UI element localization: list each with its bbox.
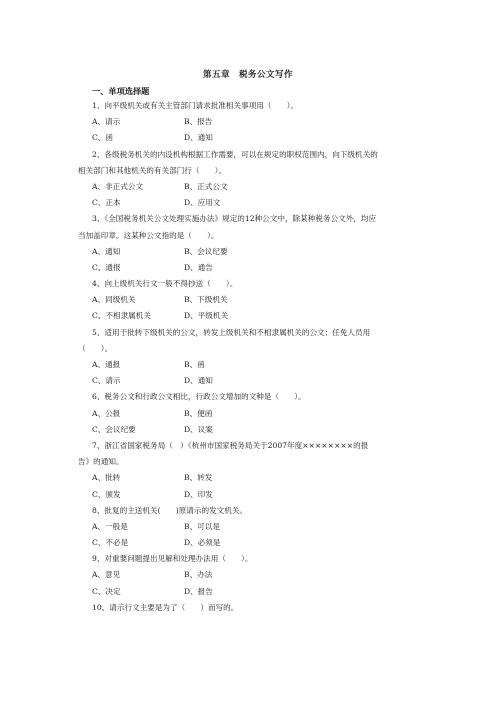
answer-option: D、必须是 <box>184 538 221 548</box>
answer-option: D、报告 <box>184 586 213 596</box>
question-item <box>78 600 418 616</box>
answer-option: C、决定 <box>92 586 121 596</box>
question-text-continued: 相关部门和其他机关的有关部门行（ ）。 <box>78 165 227 175</box>
option-row <box>78 179 418 195</box>
answer-option: D、平级机关 <box>184 311 229 321</box>
question-item <box>78 503 418 552</box>
question-text: 4、向上级机关行文一般不得抄送（ ）。 <box>92 279 238 289</box>
answer-option: D、通知 <box>184 376 213 386</box>
answer-option: B、会议纪要 <box>184 246 228 256</box>
option-row <box>78 292 418 308</box>
answer-option: D、应用文 <box>184 198 221 208</box>
answer-option: A、同级机关 <box>92 295 136 305</box>
answer-option: B、下级机关 <box>184 295 228 305</box>
question-text: 5、适用于批转下级机关的公文，转发上级机关和不相隶属机关的公文；任免人员用 <box>92 327 371 337</box>
option-row <box>78 373 418 389</box>
question-item <box>78 325 418 390</box>
answer-option: D、印发 <box>184 489 213 499</box>
question-item <box>78 211 418 276</box>
answer-option: B、报告 <box>184 117 213 127</box>
answer-option: A、意见 <box>92 570 121 580</box>
question-item <box>78 551 418 600</box>
question-text: 9、对重要问题提出见解和处理办法用（ ）。 <box>92 554 253 564</box>
answer-option: D、议案 <box>184 424 213 434</box>
question-text-continued: （ ）。 <box>78 343 113 353</box>
answer-option: B、函 <box>184 360 205 369</box>
option-row <box>78 308 418 324</box>
question-text: 7、浙江省国家税务局（ ）《杭州市国家税务局关于2007年度××××××××的报 <box>92 440 369 450</box>
question-item <box>78 389 418 438</box>
question-text: 2、各级税务机关的内设机构根据工作需要，可以在规定的职权范围内，向下级机关的 <box>92 149 378 159</box>
answer-option: C、正本 <box>92 198 121 208</box>
question-list <box>78 98 418 616</box>
option-row <box>78 567 418 583</box>
answer-option: B、办法 <box>184 570 213 580</box>
question-text-continued: 当加盖印章。这某种公文指的是（ ）。 <box>78 230 219 240</box>
chapter-title: 第五章 税务公文写作 <box>202 70 293 80</box>
answer-option: A、公报 <box>92 408 121 418</box>
answer-option: C、会议纪要 <box>92 424 136 434</box>
answer-option: D、通告 <box>184 262 213 272</box>
section-heading: 一、单项选择题 <box>92 86 150 96</box>
answer-option: A、一般是 <box>92 521 128 531</box>
answer-option: A、请示 <box>92 117 121 127</box>
answer-option: A、通报 <box>92 360 121 369</box>
question-text: 1、向平级机关或有关主管部门请求批准相关事项用（ ）。 <box>92 101 299 110</box>
answer-option: C、不必是 <box>92 538 129 548</box>
answer-option: A、批转 <box>92 473 121 483</box>
question-item <box>78 438 418 503</box>
question-item <box>78 147 418 212</box>
answer-option: D、通知 <box>184 133 213 143</box>
question-text: 8、批复的主送机关( )原请示的发文机关。 <box>92 505 248 515</box>
answer-option: B、可以是 <box>184 521 220 531</box>
answer-option: C、不相隶属机关 <box>92 311 151 321</box>
answer-option: B、便函 <box>184 408 213 418</box>
answer-option: C、请示 <box>92 376 121 386</box>
option-row <box>78 244 418 260</box>
option-row <box>78 535 418 551</box>
option-row <box>78 357 418 373</box>
question-text-continued: 告》的通知。 <box>78 457 124 467</box>
answer-option: C、通报 <box>92 262 121 272</box>
option-row <box>78 130 418 146</box>
answer-option: A、非正式公文 <box>92 181 144 191</box>
option-row <box>78 195 418 211</box>
option-row <box>78 260 418 276</box>
option-row <box>78 519 418 535</box>
answer-option: B、正式公文 <box>184 181 228 191</box>
option-row <box>78 406 418 422</box>
option-row <box>78 584 418 600</box>
option-row <box>78 470 418 486</box>
question-text: 6、税务公文和行政公文相比，行政公文增加的文种是（ ）。 <box>92 392 306 402</box>
option-row <box>78 114 418 130</box>
answer-option: B、转发 <box>184 473 213 483</box>
option-row <box>78 487 418 503</box>
answer-option: A、通知 <box>92 246 121 256</box>
question-item <box>78 98 418 147</box>
option-row <box>78 422 418 438</box>
answer-option: C、函 <box>92 133 113 143</box>
question-text: 10、请示行文主要是为了（ ）而写的。 <box>92 602 239 612</box>
question-item <box>78 276 418 325</box>
answer-option: C、颁发 <box>92 489 121 499</box>
question-text: 3、《全国税务机关公文处理实施办法》规定的12种公文中，除某种税务公文外，均应 <box>92 214 377 224</box>
